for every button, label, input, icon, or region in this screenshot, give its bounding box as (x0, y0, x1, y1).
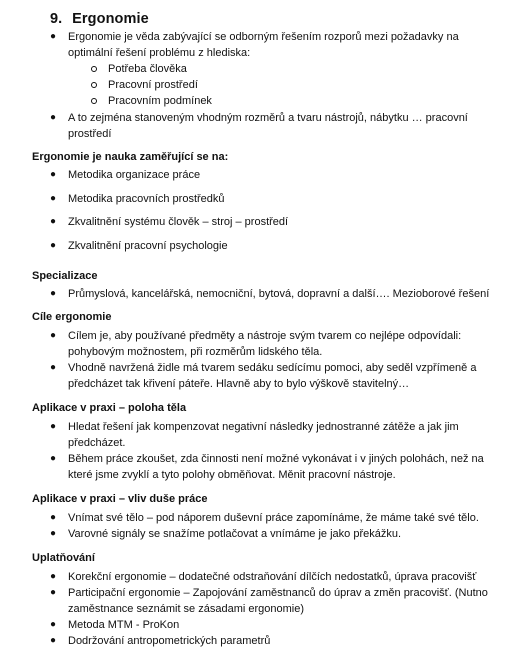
bullet-icon: ● (50, 112, 57, 123)
bullet-icon: ● (50, 635, 57, 646)
list-item-line: Během práce zkoušet, zda činnosti není možné vykonávat i v jiných polohách, než na (68, 453, 484, 465)
list-item: Zkvalitnění systému člověk – stroj – prostředí (68, 216, 289, 228)
list-item-line: Participační ergonomie – Zapojování zaměstnanců do úprav a změn pracovišť. (Nutno (68, 587, 488, 599)
list-item-line: optimální řešení problému z hlediska: (68, 47, 251, 59)
bullet-icon: ● (50, 330, 57, 341)
bullet-icon: ● (50, 240, 57, 251)
list-item-line: A to zejména stanoveným vhodným rozměrů a tvaru nástrojů, nábytku … pracovní (68, 112, 468, 124)
circle-bullet-icon (91, 82, 97, 88)
list-item: Vnímat své tělo – pod náporem duševní práce zapomínáme, že máme také své tělo. (68, 512, 479, 524)
sub-list-item: Pracovní prostředí (108, 79, 198, 91)
section-title-nauka: Ergonomie je nauka zaměřující se na: (32, 151, 229, 163)
list-item: Metoda MTM - ProKon (68, 619, 180, 631)
bullet-icon: ● (50, 453, 57, 464)
sub-list-item: Pracovním podmínek (108, 95, 212, 107)
section-title-cile: Cíle ergonomie (32, 311, 112, 323)
list-item: Zkvalitnění pracovní psychologie (68, 240, 228, 252)
bullet-icon: ● (50, 587, 57, 598)
section-title-poloha: Aplikace v praxi – poloha těla (32, 402, 187, 414)
list-item: Průmyslová, kancelářská, nemocniční, bytová, dopravní a další…. Mezioborové řešení (68, 288, 490, 300)
bullet-icon: ● (50, 169, 57, 180)
bullet-icon: ● (50, 193, 57, 204)
section-title-uplatnovani: Uplatňování (32, 552, 95, 564)
bullet-icon: ● (50, 216, 57, 227)
bullet-icon: ● (50, 31, 57, 42)
list-item-line: Ergonomie je věda zabývající se odborným řešením rozporů mezi požadavky na (68, 31, 459, 43)
list-item-line: Hledat řešení jak kompenzovat negativní následky jednostranné zátěže a jak jim (68, 421, 459, 433)
circle-bullet-icon (91, 66, 97, 72)
list-item: Dodržování antropometrických parametrů (68, 635, 271, 647)
bullet-icon: ● (50, 362, 57, 373)
circle-bullet-icon (91, 98, 97, 104)
section-title-specializace: Specializace (32, 270, 98, 282)
section-title-duse: Aplikace v praxi – vliv duše práce (32, 493, 208, 505)
list-item-line: zaměstnance seznámit se zásadami ergonomie) (68, 603, 305, 615)
bullet-icon: ● (50, 528, 57, 539)
bullet-icon: ● (50, 619, 57, 630)
list-item: Metodika pracovních prostředků (68, 193, 225, 205)
bullet-icon: ● (50, 512, 57, 523)
bullet-icon: ● (50, 571, 57, 582)
list-item-line: pohybovým možnostem, při rozměrům lidského těla. (68, 346, 323, 358)
list-item-line: Cílem je, aby používané předměty a nástroje svým tvarem co nejlépe odpovídali: (68, 330, 462, 342)
bullet-icon: ● (50, 421, 57, 432)
sub-list-item: Potřeba člověka (108, 63, 187, 75)
list-item-line: předcházet tak křivení páteře. Hlavně aby to bylo výškově stavitelný… (68, 378, 410, 390)
list-item: Metodika organizace práce (68, 169, 201, 181)
list-item-line: Vhodně navržená židle má tvarem sedáku sedícímu pomoci, aby seděl vzpřímeně a (68, 362, 477, 374)
list-item-line: které jsme zvyklí a tyto polohy obměňovat. Měnit pracovní nástroje. (68, 469, 396, 481)
section-heading (50, 11, 149, 27)
list-item: Varovné signály se snažíme potlačovat a vnímáme je jako překážku. (68, 528, 402, 540)
bullet-icon: ● (50, 288, 57, 299)
list-item-line: předcházet. (68, 437, 126, 449)
section-number: 9. (50, 11, 63, 27)
list-item: Korekční ergonomie – dodatečné odstraňování dílčích nedostatků, úprava pracovišť (68, 571, 477, 583)
section-title: Ergonomie (72, 11, 149, 27)
list-item-line: prostředí (68, 128, 112, 140)
